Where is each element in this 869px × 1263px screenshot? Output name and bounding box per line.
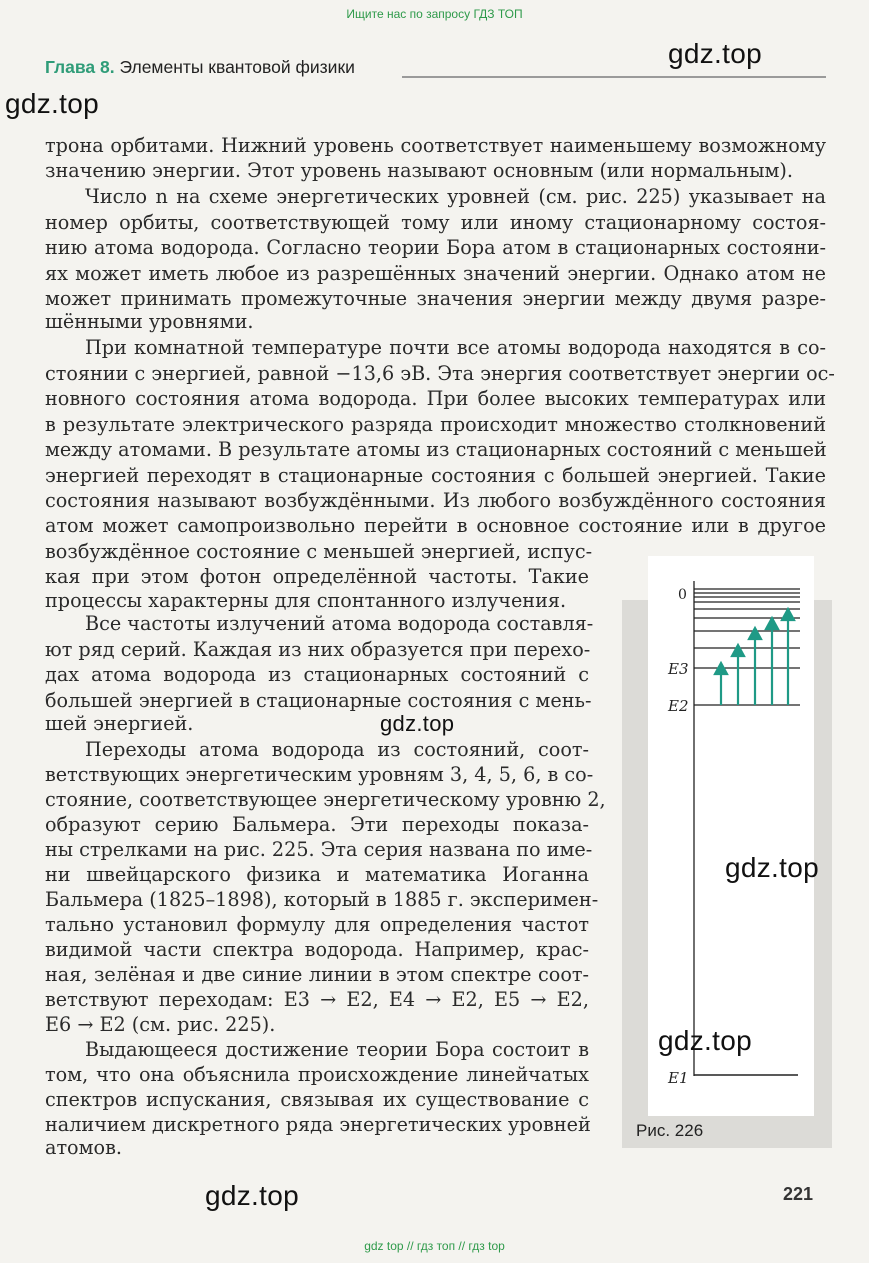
text-line: процессы характерны для спонтанного излучения. xyxy=(45,589,567,612)
watermark: gdz.top xyxy=(380,711,455,736)
text-line: ны стрелками на рис. 225. Эта серия названа по име- xyxy=(45,838,593,861)
text-line: может принимать промежуточные значения энергии между двумя разре- xyxy=(45,287,826,310)
watermark: gdz.top xyxy=(5,88,99,119)
text-line: ная, зелёная и две синие линии в этом спектре соот- xyxy=(45,963,589,986)
text-line: номер орбиты, соответствующей тому или иному стационарному состоя- xyxy=(45,211,826,234)
text-line: ветствуют переходам: E3 → E2, E4 → E2, E5 → E2, xyxy=(45,988,589,1011)
text-line: ветствующих энергетическим уровням 3, 4, 5, 6, в со- xyxy=(45,763,594,786)
level-e3-label: E3 xyxy=(668,660,689,678)
bottom-banner-link[interactable]: gdz top // гдз топ // гдз top xyxy=(364,1239,505,1253)
text-line: том, что она объяснила происхождение линейчатых xyxy=(45,1063,589,1086)
text-line: тально установил формулу для определения частот xyxy=(45,913,589,936)
text-line: Переходы атома водорода из состояний, соот- xyxy=(85,738,589,761)
text-line: ют ряд серий. Каждая из них образуется при перехо- xyxy=(45,638,591,661)
text-line: ни швейцарского физика и математика Иоганна xyxy=(45,863,589,886)
text-line: возбуждённое состояние с меньшей энергией, испус- xyxy=(45,540,593,563)
text-line: в результате электрического разряда происходит множество столкновений xyxy=(45,413,826,436)
chapter-title: Элементы квантовой физики xyxy=(114,57,355,77)
text-line: стояние, соответствующее энергетическому уровню 2, xyxy=(45,788,606,811)
level-e1-label: E1 xyxy=(668,1069,689,1087)
text-line: Выдающееся достижение теории Бора состоит в xyxy=(85,1038,589,1061)
text-line: трона орбитами. Нижний уровень соответствует наименьшему возможному xyxy=(45,134,826,157)
text-line: значению энергии. Этот уровень называют основным (или нормальным). xyxy=(45,159,793,182)
page-number: 221 xyxy=(783,1184,814,1204)
text-line: спектров испускания, связывая их существование с xyxy=(45,1088,589,1111)
chapter-header xyxy=(45,57,355,78)
watermark: gdz.top xyxy=(205,1180,299,1211)
text-line: большей энергией в стационарные состояния с мень- xyxy=(45,689,592,712)
text-line: шей энергией. xyxy=(45,712,194,735)
text-line: видимой части спектра водорода. Например, крас- xyxy=(45,938,589,961)
watermark: gdz.top xyxy=(658,1025,752,1056)
text-line: образуют серию Бальмера. Эти переходы показа- xyxy=(45,813,589,836)
header-rule xyxy=(402,76,826,78)
text-line: состояния называют возбуждёнными. Из любого возбуждённого состояния xyxy=(45,489,826,512)
text-line: энергией переходят в стационарные состояния с большей энергией. Такие xyxy=(45,464,826,487)
text-line: Бальмера (1825–1898), который в 1885 г. эксперимен- xyxy=(45,888,599,911)
balmer-arrows xyxy=(715,609,794,705)
text-line: дах атома водорода из стационарных состояний с xyxy=(45,663,589,686)
text-line: стоянии с энергией, равной −13,6 эВ. Эта энергия соответствует энергии ос- xyxy=(45,362,835,385)
text-line: атом может самопроизвольно перейти в основное состояние или в другое xyxy=(45,514,826,537)
level-e2-label: E2 xyxy=(668,697,689,715)
watermark: gdz.top xyxy=(725,852,819,883)
figure-caption: Рис. 226 xyxy=(636,1121,704,1140)
text-line: ях может иметь любое из разрешённых значений энергии. Однако атом не xyxy=(45,262,826,285)
text-line: Все частоты излучений атома водорода составля- xyxy=(85,612,594,635)
text-line: кая при этом фотон определённой частоты. Такие xyxy=(45,565,589,588)
chapter-number: Глава 8. xyxy=(45,57,115,77)
top-banner-link[interactable]: Ищите нас по запросу ГДЗ ТОП xyxy=(346,7,523,21)
text-line: атомов. xyxy=(45,1136,122,1159)
text-line: Число n на схеме энергетических уровней (см. рис. 225) указывает на xyxy=(85,185,826,208)
text-line: E6 → E2 (см. рис. 225). xyxy=(45,1013,276,1036)
text-line: новного состояния атома водорода. При более высоких температурах или xyxy=(45,387,826,410)
text-line: шёнными уровнями. xyxy=(45,310,254,333)
text-line: нию атома водорода. Согласно теории Бора атом в стационарных состояни- xyxy=(45,236,826,259)
text-line: При комнатной температуре почти все атомы водорода находятся в со- xyxy=(85,336,826,359)
watermark: gdz.top xyxy=(668,38,762,69)
text-line: наличием дискретного ряда энергетических уровней xyxy=(45,1113,591,1136)
text-line: между атомами. В результате атомы из стационарных состояний с меньшей xyxy=(45,438,827,461)
level-zero-label: 0 xyxy=(678,587,687,603)
